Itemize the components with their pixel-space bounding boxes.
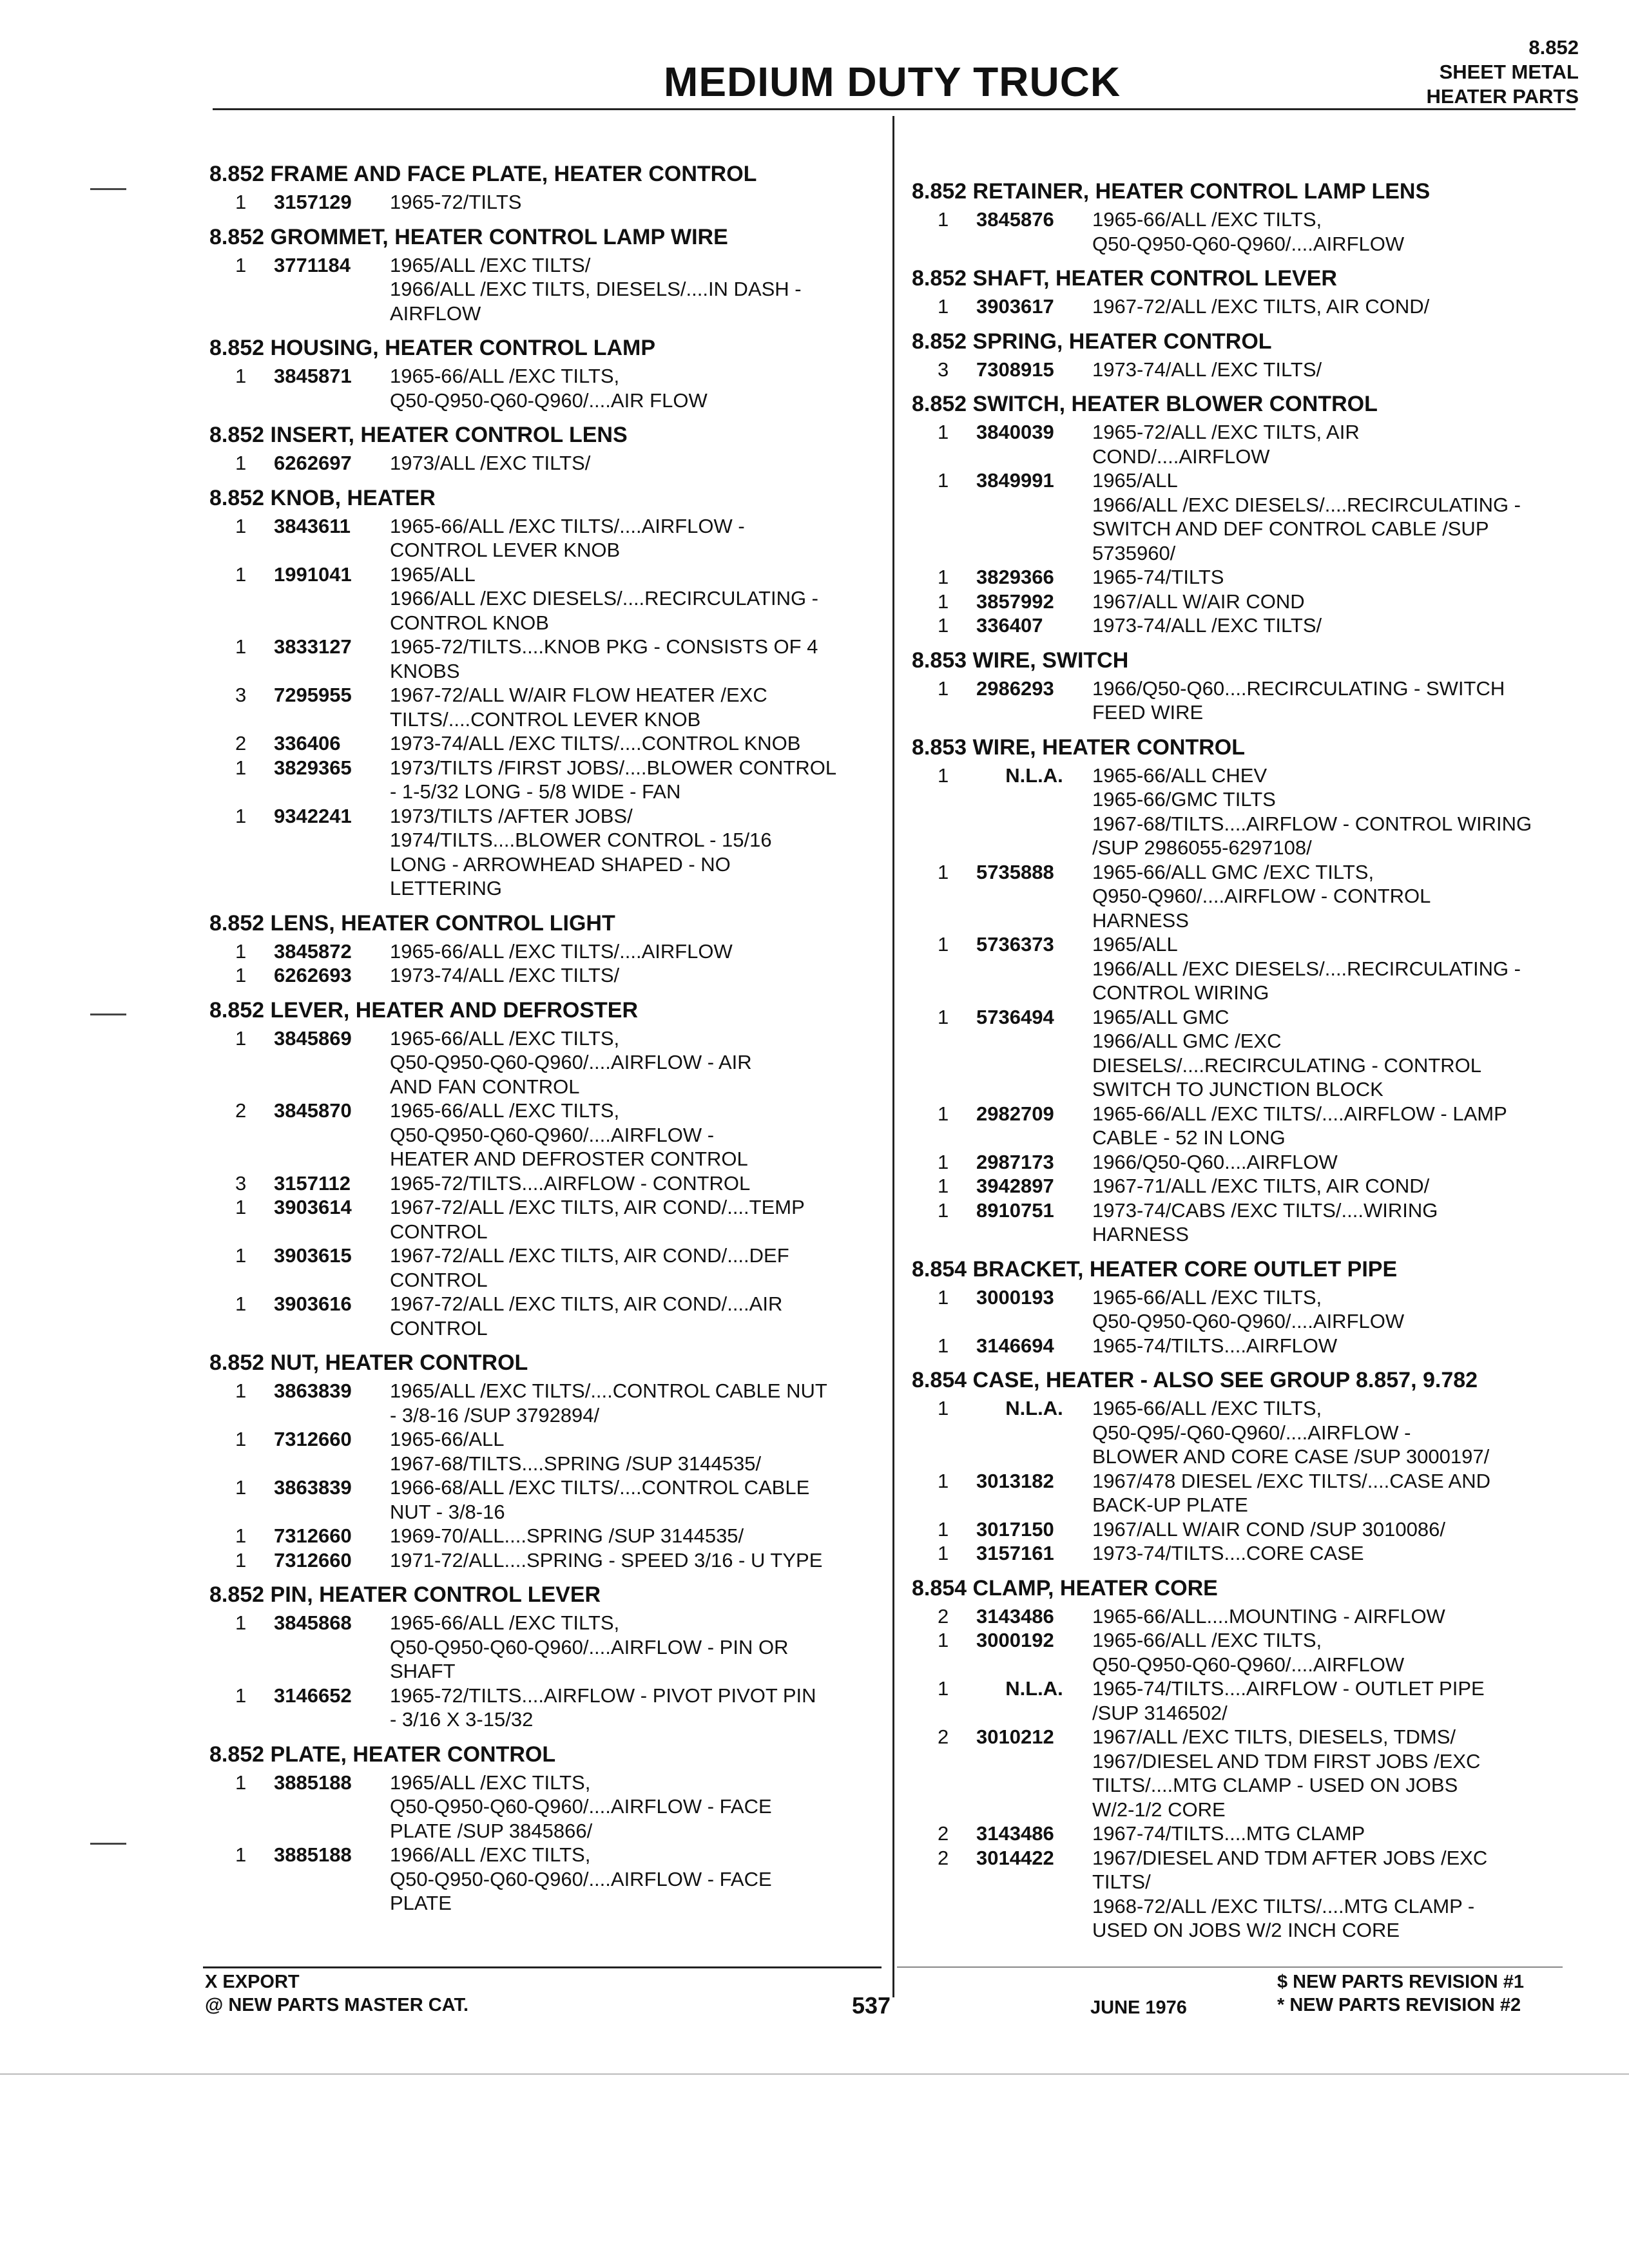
- column-divider: [892, 116, 894, 1997]
- margin-mark: [90, 188, 126, 190]
- section-heading: 8.852 GROMMET, HEATER CONTROL LAMP WIRE: [209, 224, 728, 249]
- part-quantity: 2: [938, 1604, 949, 1628]
- part-row: [209, 1244, 889, 1292]
- part-application: 1965-72/ALL /EXC TILTS, AIR COND/....AIRFLOW: [1092, 421, 1360, 468]
- part-number: 1991041: [274, 562, 352, 586]
- parts-section: [912, 1253, 1576, 1358]
- part-number: 3000192: [976, 1629, 1054, 1651]
- part-quantity: 3: [235, 1171, 247, 1195]
- part-row: [912, 1846, 1576, 1943]
- part-quantity: 1: [235, 191, 247, 213]
- section-heading: 8.852 LEVER, HEATER AND DEFROSTER: [209, 997, 639, 1023]
- part-quantity: 1: [938, 590, 949, 613]
- legend-master-catalog: @ NEW PARTS MASTER CAT.: [205, 1995, 469, 2015]
- part-quantity: 1: [235, 1476, 247, 1499]
- header-group-number: 8.852: [1528, 36, 1579, 59]
- part-number: 3143486: [976, 1822, 1054, 1845]
- part-quantity: 1: [938, 1677, 949, 1700]
- part-application: 1965/ALL /EXC TILTS/ 1966/ALL /EXC TILTS, DIESELS/....IN DASH - AIRFLOW: [390, 253, 802, 325]
- part-row: [912, 358, 1576, 382]
- part-application: 1967/478 DIESEL /EXC TILTS/....CASE AND BACK-UP PLATE: [1092, 1469, 1490, 1516]
- part-application: 1967-74/TILTS....MTG CLAMP: [1092, 1822, 1365, 1845]
- parts-section: [912, 1364, 1576, 1566]
- section-heading: 8.852 SPRING, HEATER CONTROL: [912, 329, 1272, 354]
- part-application: 1965-72/TILTS: [390, 191, 522, 213]
- footer-divider-right: [897, 1966, 1563, 1968]
- part-quantity: 1: [938, 1629, 949, 1651]
- part-application: 1966/Q50-Q60....AIRFLOW: [1092, 1150, 1338, 1173]
- part-number: 3845876: [976, 208, 1054, 231]
- part-application: 1967-72/ALL /EXC TILTS, AIR COND/....DEF CONTROL: [390, 1244, 789, 1291]
- part-row: [912, 294, 1576, 319]
- part-row: [209, 1171, 889, 1196]
- part-row: [209, 1379, 889, 1427]
- part-number: N.L.A.: [1005, 764, 1063, 787]
- header-divider: [213, 108, 1576, 110]
- part-quantity: 3: [235, 684, 247, 706]
- part-row: [912, 590, 1576, 614]
- section-heading: 8.852 RETAINER, HEATER CONTROL LAMP LENS: [912, 179, 1431, 204]
- footer-revisions: [1277, 1970, 1524, 2017]
- part-application: 1973-74/ALL /EXC TILTS/....CONTROL KNOB: [390, 732, 801, 754]
- part-quantity: 1: [938, 1334, 949, 1357]
- section-heading: 8.852 NUT, HEATER CONTROL: [209, 1350, 528, 1375]
- part-quantity: 3: [938, 358, 949, 381]
- page-number: 537: [852, 1992, 891, 2019]
- part-quantity: 1: [938, 1102, 949, 1125]
- part-number: 336407: [976, 614, 1043, 637]
- part-row: [209, 1843, 889, 1916]
- part-row: [209, 190, 889, 215]
- part-application: 1965/ALL /EXC TILTS/....CONTROL CABLE NUT - 3/8-16 /SUP 3792894/: [390, 1379, 827, 1427]
- part-number: 3845872: [274, 939, 352, 963]
- part-quantity: 1: [235, 1771, 247, 1794]
- part-application: 1965-66/ALL /EXC TILTS, Q50-Q950-Q60-Q960/....AIRFLOW - AIR AND FAN CONTROL: [390, 1026, 752, 1098]
- part-row: [912, 932, 1576, 1005]
- scan-edge-line: [0, 2073, 1629, 2075]
- part-quantity: 1: [938, 469, 949, 492]
- part-quantity: 1: [235, 1379, 247, 1402]
- revision-1-legend: $ NEW PARTS REVISION #1: [1277, 1972, 1524, 1992]
- part-quantity: 1: [938, 764, 949, 787]
- part-row: [209, 683, 889, 731]
- section-heading: 8.852 HOUSING, HEATER CONTROL LAMP: [209, 336, 656, 360]
- part-row: [912, 207, 1576, 256]
- part-number: 7312660: [274, 1524, 352, 1547]
- part-number: 3942897: [976, 1175, 1054, 1197]
- part-row: [209, 804, 889, 901]
- part-row: [912, 1198, 1576, 1247]
- part-row: [912, 677, 1576, 725]
- part-quantity: 1: [938, 1397, 949, 1419]
- part-number: 3771184: [274, 253, 351, 276]
- footer-divider: [203, 1966, 882, 1968]
- section-heading: 8.853 WIRE, HEATER CONTROL: [912, 735, 1245, 760]
- part-number: 6262693: [274, 964, 352, 986]
- part-quantity: 1: [235, 562, 247, 586]
- section-heading: 8.852 LENS, HEATER CONTROL LIGHT: [209, 910, 615, 936]
- part-application: 1966/ALL /EXC TILTS, Q50-Q950-Q60-Q960/....AIRFLOW - FACE PLATE: [390, 1843, 772, 1914]
- part-application: 1966/Q50-Q60....RECIRCULATING - SWITCH FEED WIRE: [1092, 677, 1505, 724]
- section-heading: 8.854 BRACKET, HEATER CORE OUTLET PIPE: [912, 1256, 1398, 1282]
- parts-section: [912, 388, 1576, 638]
- part-application: 1967/DIESEL AND TDM AFTER JOBS /EXC TILTS/ 1968-72/ALL /EXC TILTS/....MTG CLAMP - USED ON JOBS W/2 INCH CORE: [1092, 1846, 1488, 1941]
- part-row: [912, 1604, 1576, 1629]
- part-quantity: 2: [235, 732, 247, 754]
- part-application: 1965-66/ALL /EXC TILTS, Q50-Q950-Q60-Q960/....AIR FLOW: [390, 365, 708, 412]
- part-number: 3885188: [274, 1843, 352, 1866]
- part-row: [912, 613, 1576, 638]
- part-application: 1973/ALL /EXC TILTS/: [390, 452, 591, 474]
- part-application: 1967/ALL W/AIR COND /SUP 3010086/: [1092, 1517, 1445, 1541]
- part-number: 3849991: [976, 469, 1054, 492]
- part-row: [209, 562, 889, 635]
- part-row: [209, 451, 889, 476]
- part-number: 3143486: [976, 1604, 1054, 1628]
- part-quantity: 1: [235, 635, 247, 658]
- part-application: 1973-74/TILTS....CORE CASE: [1092, 1542, 1364, 1564]
- part-number: 3863839: [274, 1476, 352, 1499]
- part-row: [209, 1195, 889, 1244]
- part-number: N.L.A.: [1005, 1677, 1063, 1700]
- parts-section: [209, 332, 889, 412]
- parts-section: [209, 419, 889, 476]
- part-number: 3833127: [274, 635, 352, 658]
- part-row: [912, 1517, 1576, 1542]
- part-number: 7312660: [274, 1428, 352, 1450]
- part-application: 1965-66/ALL /EXC TILTS, Q50-Q950-Q60-Q960/....AIRFLOW: [1092, 208, 1405, 255]
- part-row: [912, 1541, 1576, 1566]
- part-application: 1965-66/ALL /EXC TILTS, Q50-Q950-Q60-Q960/....AIRFLOW: [1092, 1285, 1405, 1332]
- part-row: [209, 253, 889, 326]
- part-quantity: 1: [938, 295, 949, 318]
- page-title: MEDIUM DUTY TRUCK: [664, 59, 1121, 105]
- part-row: [912, 1396, 1576, 1469]
- part-application: 1973-74/ALL /EXC TILTS/: [390, 964, 620, 986]
- parts-section: [209, 1347, 889, 1572]
- section-heading: 8.854 CASE, HEATER - ALSO SEE GROUP 8.857, 9.782: [912, 1368, 1478, 1392]
- part-number: 5736373: [976, 933, 1054, 956]
- part-row: [209, 1427, 889, 1475]
- part-quantity: 1: [235, 1293, 247, 1315]
- margin-mark: [90, 1014, 126, 1015]
- part-application: 1973-74/ALL /EXC TILTS/: [1092, 614, 1322, 637]
- part-number: 3829365: [274, 756, 352, 779]
- part-quantity: 1: [938, 1285, 949, 1309]
- part-row: [209, 1524, 889, 1548]
- part-quantity: 1: [235, 1026, 247, 1050]
- part-quantity: 1: [235, 804, 247, 827]
- part-application: 1965-66/ALL /EXC TILTS/....AIRFLOW - LAMP CABLE - 52 IN LONG: [1092, 1102, 1507, 1149]
- part-number: 6262697: [274, 452, 352, 474]
- part-row: [209, 1771, 889, 1843]
- part-application: 1967/ALL /EXC TILTS, DIESELS, TDMS/ 1967/DIESEL AND TDM FIRST JOBS /EXC TILTS/....MTG CLAMP - USED ON JOBS W/2-1/2 CORE: [1092, 1725, 1481, 1821]
- part-application: 1965-74/TILTS....AIRFLOW: [1092, 1334, 1338, 1357]
- part-number: 7295955: [274, 684, 352, 706]
- part-row: [209, 1611, 889, 1684]
- part-row: [209, 963, 889, 988]
- part-number: 9342241: [274, 804, 352, 827]
- part-quantity: 1: [235, 1548, 247, 1571]
- part-row: [912, 1677, 1576, 1725]
- section-heading: 8.854 CLAMP, HEATER CORE: [912, 1575, 1218, 1600]
- part-row: [912, 1628, 1576, 1677]
- part-number: 3845870: [274, 1099, 352, 1122]
- part-row: [912, 1005, 1576, 1102]
- part-application: 1965-66/ALL /EXC TILTS, Q50-Q950-Q60-Q960/....AIRFLOW - HEATER AND DEFROSTER CONTROL: [390, 1099, 748, 1170]
- part-row: [912, 1174, 1576, 1198]
- part-quantity: 1: [938, 860, 949, 883]
- part-number: 5735888: [976, 860, 1054, 883]
- right-column: [912, 169, 1576, 1943]
- part-application: 1965-66/ALL CHEV 1965-66/GMC TILTS 1967-68/TILTS....AIRFLOW - CONTROL WIRING /SUP 2986055-6297108/: [1092, 764, 1532, 859]
- parts-section: [912, 325, 1576, 382]
- part-number: 3903614: [274, 1196, 352, 1218]
- section-heading: 8.852 SWITCH, HEATER BLOWER CONTROL: [912, 392, 1378, 416]
- part-application: 1965-74/TILTS....AIRFLOW - OUTLET PIPE /SUP 3146502/: [1092, 1677, 1485, 1724]
- part-quantity: 2: [235, 1099, 247, 1122]
- part-number: 3157112: [274, 1171, 351, 1195]
- part-quantity: 1: [938, 1005, 949, 1028]
- part-quantity: 1: [235, 1684, 247, 1707]
- revision-2-legend: * NEW PARTS REVISION #2: [1277, 1995, 1521, 2015]
- part-application: 1965/ALL /EXC TILTS, Q50-Q950-Q60-Q960/....AIRFLOW - FACE PLATE /SUP 3845866/: [390, 1771, 772, 1842]
- part-row: [912, 1102, 1576, 1150]
- footer-legend: [205, 1970, 468, 2017]
- part-quantity: 1: [235, 1428, 247, 1450]
- part-quantity: 1: [938, 1517, 949, 1541]
- part-application: 1967-72/ALL /EXC TILTS, AIR COND/....TEMP CONTROL: [390, 1196, 805, 1243]
- part-row: [209, 1292, 889, 1340]
- part-quantity: 1: [235, 1843, 247, 1866]
- part-application: 1966-68/ALL /EXC TILTS/....CONTROL CABLE NUT - 3/8-16: [390, 1476, 810, 1523]
- part-quantity: 1: [938, 566, 949, 588]
- part-quantity: 1: [938, 1469, 949, 1492]
- part-quantity: 1: [938, 1198, 949, 1222]
- section-heading: 8.852 KNOB, HEATER: [209, 485, 436, 510]
- parts-section: [209, 994, 889, 1341]
- part-number: 7308915: [976, 358, 1054, 381]
- part-application: 1973-74/CABS /EXC TILTS/....WIRING HARNESS: [1092, 1198, 1438, 1245]
- part-row: [209, 939, 889, 964]
- part-application: 1965-66/ALL /EXC TILTS/....AIRFLOW: [390, 939, 733, 963]
- parts-section: [912, 644, 1576, 725]
- part-number: 3903617: [976, 295, 1054, 318]
- part-application: 1965-66/ALL /EXC TILTS, Q50-Q950-Q60-Q960/....AIRFLOW: [1092, 1629, 1405, 1676]
- part-quantity: 1: [235, 1611, 247, 1634]
- part-number: 3010212: [976, 1725, 1054, 1748]
- part-number: 3857992: [976, 590, 1054, 613]
- part-quantity: 1: [235, 1244, 247, 1267]
- margin-mark: [90, 1843, 126, 1845]
- part-application: 1965-66/ALL GMC /EXC TILTS, Q950-Q960/....AIRFLOW - CONTROL HARNESS: [1092, 860, 1431, 932]
- section-heading: 8.852 SHAFT, HEATER CONTROL LEVER: [912, 266, 1337, 291]
- part-row: [912, 1469, 1576, 1517]
- parts-section: [912, 175, 1576, 256]
- part-number: 3146652: [274, 1684, 352, 1707]
- part-application: 1973/TILTS /FIRST JOBS/....BLOWER CONTROL - 1-5/32 LONG - 5/8 WIDE - FAN: [390, 756, 837, 803]
- part-application: 1965-66/ALL 1967-68/TILTS....SPRING /SUP 3144535/: [390, 1428, 762, 1475]
- parts-section: [912, 731, 1576, 1247]
- part-number: 3903616: [274, 1293, 352, 1315]
- header-category: SHEET METAL: [1439, 61, 1579, 83]
- parts-section: [912, 1572, 1576, 1943]
- part-quantity: 1: [938, 421, 949, 443]
- part-application: 1965-66/ALL....MOUNTING - AIRFLOW: [1092, 1604, 1445, 1628]
- parts-section: [912, 262, 1576, 319]
- part-quantity: 1: [235, 756, 247, 779]
- part-application: 1971-72/ALL....SPRING - SPEED 3/16 - U TYPE: [390, 1548, 823, 1571]
- part-row: [209, 731, 889, 756]
- part-number: 3157129: [274, 191, 352, 213]
- part-number: 3845869: [274, 1026, 352, 1050]
- part-quantity: 1: [938, 933, 949, 956]
- left-column: [209, 151, 889, 1916]
- part-quantity: 2: [938, 1846, 949, 1869]
- part-number: 5736494: [976, 1005, 1054, 1028]
- part-application: 1965-66/ALL /EXC TILTS, Q50-Q95/-Q60-Q960/....AIRFLOW - BLOWER AND CORE CASE /SUP 3000197/: [1092, 1397, 1490, 1468]
- part-number: 3157161: [976, 1542, 1054, 1564]
- part-quantity: 1: [235, 253, 247, 276]
- part-row: [209, 1548, 889, 1573]
- part-quantity: 1: [938, 1175, 949, 1197]
- part-application: 1969-70/ALL....SPRING /SUP 3144535/: [390, 1524, 744, 1547]
- part-number: 2986293: [976, 677, 1054, 700]
- part-row: [209, 635, 889, 683]
- part-row: [209, 1026, 889, 1099]
- part-quantity: 2: [938, 1725, 949, 1748]
- part-quantity: 1: [938, 677, 949, 700]
- part-row: [209, 1684, 889, 1732]
- part-application: 1965/ALL 1966/ALL /EXC DIESELS/....RECIRCULATING - CONTROL KNOB: [390, 562, 819, 634]
- header-subcategory: HEATER PARTS: [1426, 85, 1579, 108]
- part-row: [912, 1821, 1576, 1846]
- part-row: [912, 764, 1576, 860]
- part-quantity: 1: [938, 1542, 949, 1564]
- parts-section: [209, 907, 889, 988]
- parts-section: [209, 158, 889, 215]
- part-row: [912, 1285, 1576, 1334]
- part-number: 2982709: [976, 1102, 1054, 1125]
- part-application: 1973/TILTS /AFTER JOBS/ 1974/TILTS....BLOWER CONTROL - 15/16 LONG - ARROWHEAD SHAPED - NO LETTERING: [390, 804, 772, 899]
- section-heading: 8.852 INSERT, HEATER CONTROL LENS: [209, 423, 628, 447]
- part-number: N.L.A.: [1005, 1397, 1063, 1419]
- part-application: 1965-72/TILTS....KNOB PKG - CONSISTS OF 4 KNOBS: [390, 635, 818, 682]
- part-quantity: 1: [938, 614, 949, 637]
- part-application: 1965-74/TILTS: [1092, 566, 1224, 588]
- part-number: 3146694: [976, 1334, 1054, 1357]
- part-quantity: 1: [235, 365, 247, 387]
- part-number: 8910751: [976, 1198, 1054, 1222]
- part-number: 3017150: [976, 1517, 1054, 1541]
- part-number: 7312660: [274, 1548, 352, 1571]
- part-row: [912, 860, 1576, 933]
- part-row: [209, 1475, 889, 1524]
- part-application: 1965-72/TILTS....AIRFLOW - PIVOT PIVOT PIN - 3/16 X 3-15/32: [390, 1684, 816, 1731]
- part-quantity: 1: [235, 1196, 247, 1218]
- legend-export: X EXPORT: [205, 1972, 300, 1992]
- part-row: [912, 565, 1576, 590]
- part-quantity: 1: [938, 208, 949, 231]
- part-quantity: 1: [235, 514, 247, 537]
- part-number: 3845871: [274, 365, 352, 387]
- section-heading: 8.852 FRAME AND FACE PLATE, HEATER CONTROL: [209, 162, 757, 186]
- publication-date: JUNE 1976: [1090, 1997, 1187, 2018]
- part-number: 3840039: [976, 421, 1054, 443]
- section-heading: 8.852 PLATE, HEATER CONTROL: [209, 1742, 556, 1767]
- part-application: 1965-72/TILTS....AIRFLOW - CONTROL: [390, 1171, 751, 1195]
- section-heading: 8.852 PIN, HEATER CONTROL LEVER: [209, 1582, 601, 1607]
- part-number: 2987173: [976, 1150, 1054, 1173]
- header-group-block: [1426, 35, 1579, 109]
- part-number: 3829366: [976, 566, 1054, 588]
- part-row: [912, 1334, 1576, 1358]
- part-application: 1967-71/ALL /EXC TILTS, AIR COND/: [1092, 1175, 1430, 1197]
- part-application: 1965/ALL 1966/ALL /EXC DIESELS/....RECIRCULATING - CONTROL WIRING: [1092, 933, 1521, 1004]
- part-application: 1965-66/ALL /EXC TILTS/....AIRFLOW - CONTROL LEVER KNOB: [390, 514, 745, 561]
- part-row: [912, 468, 1576, 565]
- part-row: [209, 1099, 889, 1171]
- part-quantity: 2: [938, 1822, 949, 1845]
- part-row: [209, 514, 889, 562]
- part-number: 3843611: [274, 514, 351, 537]
- part-number: 3014422: [976, 1846, 1054, 1869]
- part-application: 1965/ALL 1966/ALL /EXC DIESELS/....RECIRCULATING - SWITCH AND DEF CONTROL CABLE /SUP 5735960/: [1092, 469, 1521, 564]
- part-row: [209, 364, 889, 412]
- section-heading: 8.853 WIRE, SWITCH: [912, 648, 1129, 673]
- part-number: 3000193: [976, 1285, 1054, 1309]
- parts-section: [209, 1579, 889, 1732]
- part-row: [912, 420, 1576, 468]
- part-quantity: 1: [235, 452, 247, 474]
- parts-section: [209, 1738, 889, 1916]
- part-row: [912, 1725, 1576, 1821]
- part-application: 1965/ALL GMC 1966/ALL GMC /EXC DIESELS/....RECIRCULATING - CONTROL SWITCH TO JUNCTION BLOCK: [1092, 1005, 1482, 1100]
- part-quantity: 1: [235, 939, 247, 963]
- part-number: 3013182: [976, 1469, 1054, 1492]
- part-application: 1965-66/ALL /EXC TILTS, Q50-Q950-Q60-Q960/....AIRFLOW - PIN OR SHAFT: [390, 1611, 789, 1682]
- part-number: 3845868: [274, 1611, 352, 1634]
- part-number: 3863839: [274, 1379, 352, 1402]
- part-number: 336406: [274, 732, 341, 754]
- part-application: 1973-74/ALL /EXC TILTS/: [1092, 358, 1322, 381]
- part-application: 1967-72/ALL W/AIR FLOW HEATER /EXC TILTS/....CONTROL LEVER KNOB: [390, 684, 767, 731]
- part-quantity: 1: [235, 1524, 247, 1547]
- part-application: 1967-72/ALL /EXC TILTS, AIR COND/: [1092, 295, 1430, 318]
- part-row: [209, 756, 889, 804]
- part-row: [912, 1150, 1576, 1175]
- parts-section: [209, 221, 889, 326]
- part-number: 3903615: [274, 1244, 352, 1267]
- part-application: 1967/ALL W/AIR COND: [1092, 590, 1305, 613]
- part-application: 1967-72/ALL /EXC TILTS, AIR COND/....AIR CONTROL: [390, 1293, 783, 1340]
- part-quantity: 1: [235, 964, 247, 986]
- parts-section: [209, 482, 889, 901]
- part-number: 3885188: [274, 1771, 352, 1794]
- part-quantity: 1: [938, 1150, 949, 1173]
